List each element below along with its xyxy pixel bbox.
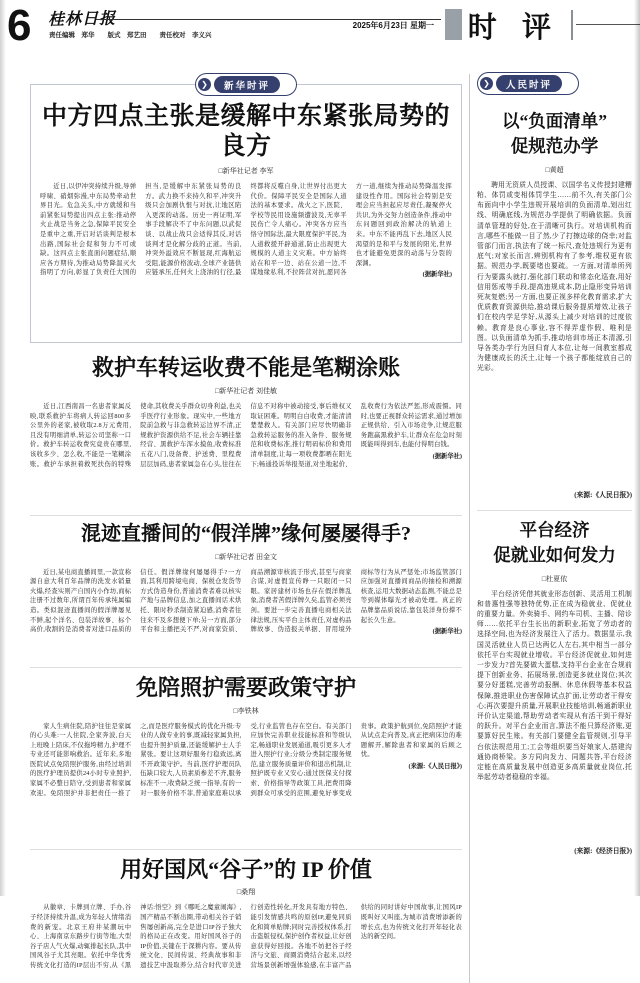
article-body [30,722,462,840]
page-header [0,0,640,58]
article-body [30,568,462,658]
source-attribution: (据新华社) [361,627,462,637]
editors-line: 责任编辑 郑华 版式 郑艺田 责任校对 李义兴 [49,30,212,39]
article-fake-brands [30,523,462,658]
header-gray-block [445,9,462,40]
article-title [477,109,632,160]
badge-label: 新华时评 [214,76,280,93]
article-guzi-ip [30,857,462,983]
body-paragraphs: 平台经济凭借其就业形态创新、灵活用工机制和普惠性强等独特优势,正在成为稳就业、促就业的重要力量。外卖骑手、网约车司机、主播、陪诊师……依托平台生长出的新职业,拓宽了劳动者的选择空间,也为经济发展注入了活力。数据显示,我国灵活就业人员已达两亿人左右,其中相当一部分依托平台实现就业增收。平台经济促就业,如何进一步发力?首先要做大蛋糕,支持平台企业在合规前提下创新业务、拓展场景,创造更多就业岗位;其次要分好蛋糕,完善劳动报酬、休息休假等基本权益保障,推进职业伤害保障试点扩面,让劳动者干得安心;再次要提升质量,开展职业技能培训,畅通新职业评价认定渠道,帮助劳动者实现从有活干到干得好的跃升。对平台企业而言,算法不能只算经济账,更要算好民生账。有关部门要健全监管规则,引导平台依法规范用工;工会等组织要当好娘家人,搭建沟通协商桥梁。多方同向发力、同题共答,平台经济定能在高质量发展中创造更多高质量就业岗位,托举起劳动者稳稳的幸福。 [477,590,632,784]
article-byline: □新华社记者 刘佳敏 [30,386,462,396]
title-line-2: 促规范办学 [477,134,632,159]
left-column [30,72,462,983]
article-title [477,518,632,569]
chevron-right-icon: ❯ [480,77,493,90]
source-attribution: (来源:《经济日报》) [477,847,632,857]
title-end-rule [576,24,640,25]
xinhua-commentary-badge [195,73,297,96]
article-body [30,402,462,506]
article-title: 用好国风“谷子”的 IP 价值 [30,857,462,883]
article-byline: □新华社记者 李军 [40,166,452,176]
source-attribution: (来源:《人民日报》) [477,491,632,501]
article-ambulance [30,355,462,506]
title-line-2: 促就业如何发力 [477,543,632,568]
article-mideast [30,84,462,343]
body-paragraphs: 近日,以伊冲突持续升级,导弹呼啸、硝烟弥漫,中东局势牵动世界目光。危急关头,中方就缓和当前紧张局势提出四点主张:推动停火止战是当务之急,保障平民安全是重中之重,开启对话谈判是根本出路,国际社会促和努力不可或缺。这四点主张直面问题症结,顺应各方期待,为推动局势降温灭火指明了方向,彰显了负责任大国的担当,是缓解中东紧张局势的良方。武力换不来持久和平,冲突升级只会加剧仇恨与对抗,让地区陷入更深的动荡。历史一再证明,军事手段解决不了中东问题,以武促谈、以战止战只会适得其反,对话谈判才是化解分歧的正道。当前,冲突外溢效应不断显现,红海航运受阻,能源价格波动,全球产业链供应链承压,任何火上浇油的行径,最终都将反噬自身,让世界付出更大代价。保障平民安全是国际人道法的基本要求。战火之下,医院、学校等民用设施频遭波及,无辜平民伤亡令人痛心。冲突各方应当恪守国际法,最大限度保护平民,为人道救援开辟通道,防止出现更大规模的人道主义灾难。中方始终站在和平一边、站在公道一边,不谋地缘私利,不拉阵营对抗,愿同各方一道,继续为推动局势降温发挥建设性作用。国际社会特别是安理会应当担起应尽责任,凝聚停火共识,为外交努力创造条件,推动中东问题回到政治解决的轨道上来。中东不能再乱下去,地区人民渴望的是和平与发展的阳光,世界也才能避免更深的动荡与分裂的深渊。 [40,183,452,276]
people-commentary-badge [477,72,579,95]
chevron-right-icon: ❯ [198,78,211,91]
article-byline: □杜夏依 [477,574,632,584]
article-negative-list [477,109,632,501]
body-paragraphs: 从徽章、卡牌到立牌、手办,谷子经济持续升温,成为年轻人情绪消费的新宠。北京王府井某潮玩中心、上海南京东路步行街等地,大型谷子店人气火爆,动辄排起长队,其中国风谷子尤其亮眼。依托中华优秀传统文化打造的IP层出不穷,从《黑神话:悟空》到《哪吒之魔童闹海》,国产精品不断出圈,带动相关谷子销售屡创新高,完全是进口IP谷子独大的格局正在改变。用好国风谷子的IP价值,关键在于深耕内容。要从传统文化、民间传说、经典故事和非遗技艺中汲取养分,结合时代审美进行创造性转化,开发具有地方特色、能引发情感共鸣的原创IP,避免同质化和简单贴牌;同时完善授权体系,打击盗版侵权,保护创作者权益,让好创意获得好回报。各地不妨把谷子经济与文旅、商圈消费结合起来,以经营场景创新增强体验感,在丰富产品供给的同时讲好中国故事,让国风IP既叫好又叫座,为城市消费增添新的增长点,也为传统文化打开年轻化表达的新空间。 [30,904,462,969]
article-title: 救护车转运收费不能是笔糊涂账 [30,355,462,381]
body-paragraphs: 近日,某电商直播间里,一款宣称源自意大利百年品牌的洗发水销量火爆,经查实则产自国内小作坊,商标注册不过数年,所谓百年传承纯属编造。类似混迹直播间的假洋牌屡见不鲜,起个洋名、包装洋故事、标个高价,收割的是消费者对进口品质的信任。假洋牌缘何屡屡得手?一方面,其利用跨境电商、保税仓发货等方式伪造身份,普通消费者难以核实产地与品牌信息,加之直播间话术烘托、限时秒杀制造紧迫感,消费者往往来不及多想便下单;另一方面,部分平台和主播把关不严,对商家资质、商品溯源审核流于形式,甚至与商家合谋,对虚假宣传睁一只眼闭一只眼。家居建材市场也存在假洋牌乱象,消费者苦假洋牌久矣,监管必须亮剑。要进一步完善直播电商相关法律法规,压实平台主体责任,对虚构品牌故事、伪造报关单据、冒用境外商标等行为从严惩处;市场监管部门应加强对直播间商品的抽检和溯源核查,运用大数据动态监测,不能总是等到媒体曝光才被动处理。真正的品牌靠品质说话,靠包装洋身份撑不起长久生意。 [30,569,462,634]
source-attribution: (据新华社) [361,452,462,462]
body-paragraphs: 家人生病住院,陪护往往是家属的心头难:一人住院,全家奔波,白天上班晚上陪床,不仅拖垮精力,护理不专业还可能影响救治。近年来,多地医院试点免陪照护服务,由经过培训的医疗护理员提供24小时专业照护,家属不必整日陪守,受到患者和家属欢迎。免陪照护并非把责任一推了之,而是医疗服务模式的优化升级:专业的人做专业的事,既减轻家属负担,也提升照护质量,还能缓解护士人手紧张。要让这项好服务行稳致远,离不开政策守护。当前,医疗护理员队伍缺口较大,人员素质参差不齐,服务标准不一,收费缺乏统一指导,有的一对一服务价格不菲,普通家庭难以承受,行业监管也存在空白。有关部门应加快完善职业技能标准和等级认定,畅通职业发展通道,吸引更多人才进入照护行业;分级分类制定服务规范,建立服务质量评价和退出机制,让照护既专业又安心;通过医保支付探索、价格指导等政策工具,把费用降到群众可承受的范围,避免好事变成贵事。政策护航到位,免陪照护才能从试点走向普及,真正把病床边的难题解开,解除患者和家属的后顾之忧。 [30,723,462,797]
article-divider [477,510,632,511]
article-byline: □桑翔 [30,887,462,897]
main-content [0,58,640,983]
article-title: 中方四点主张是缓解中东紧张局势的良方 [40,102,452,161]
article-title: 混迹直播间的“假洋牌”缘何屡屡得手? [30,523,462,547]
source-attribution: (据新华社) [356,270,452,280]
article-body [30,903,462,983]
article-divider [30,667,462,668]
title-line-1: 以“负面清单” [477,109,632,134]
body-paragraphs: 聘用无资质人员授课、以国学名义传授封建糟粕、体罚或变相体罚学生……前不久,有关部门公布面向中小学生违规开展培训的负面清单,划出红线、明确底线,为规范办学提供了明确依据。负面清单管理的好处,在于清晰可执行。对培训机构而言,哪些不能做一目了然,少了打擦边球的侥幸;对监管部门而言,执法有了统一标尺,查处违规行为更有底气;对家长而言,辨别机构有了参考,维权更有依据。规范办学,既要堵也要疏。一方面,对清单所列行为要露头就打,强化部门联动和常态化巡查,用好信用惩戒等手段,提高违规成本,防止隐形变异培训死灰复燃;另一方面,也要正视多样化教育需求,扩大优质教育资源供给,推动课后服务提质增效,让孩子们在校内学足学好,从源头上减少对培训的过度依赖。教育是良心事业,容不得弄虚作假、唯利是图。以负面清单为抓手,推动培训市场正本清源,引导各类办学行为回归育人本位,让每一间教室都成为健康成长的沃土,让每一个孩子都能绽放自己的光彩。 [477,181,632,375]
title-line-1: 平台经济 [477,518,632,543]
badge-label: 人民时评 [496,75,562,92]
article-body [477,590,632,858]
date-line: 2025年6月23日 星期一 [353,20,434,31]
article-byline: □黄超 [477,165,632,175]
article-title: 免陪照护需要政策守护 [30,675,462,701]
article-body [477,181,632,501]
section-title: 时 评 [468,5,560,46]
article-divider [30,849,462,850]
page-number: 6 [7,2,31,50]
source-attribution: (来源:《人民日报》) [361,762,462,772]
article-byline: □李铁林 [30,706,462,716]
article-byline: □新华社记者 田金文 [30,552,462,562]
right-column [477,72,632,983]
article-divider [30,515,462,516]
title-tick-mark [571,10,574,40]
article-body [40,182,452,334]
newspaper-logo: 桂林日报 [48,5,116,29]
body-paragraphs: 近日,江西南昌一名患者家属反映,联系救护车将病人转运回800多公里外的老家,被收取2.8万元费用,且没有明细清单,转运公司坚称一口价。救护车转运收费究竟贵在哪里,该收多少、怎么收,不能是一笔糊涂账。救护车承担着救死扶伤的特殊使命,其收费关乎群众切身利益,也关乎医疗行业形象。现实中,一些地方院前急救与非急救转运边界不清,正规救护资源供给不足,社会车辆挂靠经营、黑救护车浑水摸鱼,收费标准五花八门,设备费、护送费、里程费层层加码,患者家属急在心头,往往在信息不对称中被动接受,事后维权又取证困难。明明白白收费,才能清清楚楚救人。有关部门应尽快明确非急救转运服务的准入条件、服务规范和收费标准,推行明码标价和费用清单制度,让每一项收费都晒在阳光下;畅通投诉举报渠道,对坐地起价、乱收费行为依法严惩,形成震慑。同时,也要正视群众转运需求,通过增加正规供给、引入市场竞争,让规范服务跑赢黑救护车,让群众在危急时刻既能叫得到车,也能付得明白钱。 [30,403,462,468]
article-platform-economy [477,518,632,858]
article-escort-free-care [30,675,462,840]
column-divider [469,74,470,983]
